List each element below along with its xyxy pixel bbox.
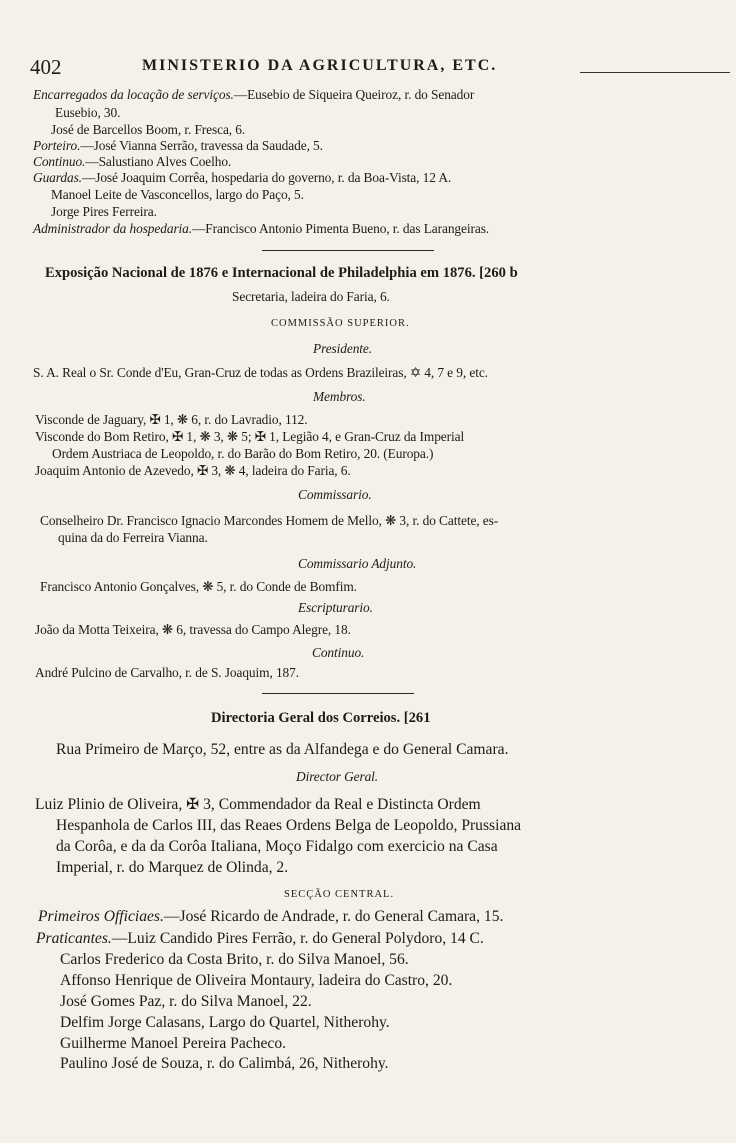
section-title: Directoria Geral dos Correios. [261 bbox=[211, 710, 431, 726]
subsection-heading: SECÇÃO CENTRAL. bbox=[284, 889, 395, 900]
entry-label: Primeiros Officiaes. bbox=[38, 908, 164, 925]
entry-label: Porteiro. bbox=[33, 138, 81, 153]
entry-label: Guardas. bbox=[33, 170, 82, 185]
role-label: Director Geral. bbox=[296, 769, 379, 784]
section-divider bbox=[262, 693, 414, 694]
entry-line: Ordem Austriaca de Leopoldo, r. do Barão do Bom Retiro, 20. (Europa.) bbox=[52, 446, 434, 461]
page-number: 402 bbox=[30, 55, 62, 79]
role-label: Presidente. bbox=[313, 341, 373, 356]
running-title: MINISTERIO DA AGRICULTURA, ETC. bbox=[142, 57, 498, 74]
role-label: Commissario Adjunto. bbox=[298, 556, 417, 571]
entry-line: Paulino José de Souza, r. do Calimbá, 26, Nitherohy. bbox=[60, 1055, 389, 1072]
entry-line: S. A. Real o Sr. Conde d'Eu, Gran-Cruz de todas as Ordens Brazileiras, ✡ 4, 7 e 9, etc. bbox=[33, 365, 488, 380]
entry-line bbox=[38, 908, 503, 926]
entry-line: João da Motta Teixeira, ❋ 6, travessa do Campo Alegre, 18. bbox=[35, 622, 351, 637]
entry-text: Eusebio, 30. bbox=[55, 105, 121, 120]
entry-line: Delfim Jorge Calasans, Largo do Quartel, Nitherohy. bbox=[60, 1014, 390, 1031]
entry-label: Encarregados da locação de serviços. bbox=[33, 87, 234, 102]
entry-line bbox=[33, 87, 474, 103]
entry-label: Continuo. bbox=[33, 154, 86, 169]
entry-line: Joaquim Antonio de Azevedo, ✠ 3, ❋ 4, ladeira do Faria, 6. bbox=[35, 463, 351, 478]
role-label: Escripturario. bbox=[298, 600, 373, 615]
entry-line: André Pulcino de Carvalho, r. de S. Joaquim, 187. bbox=[35, 665, 299, 680]
section-divider bbox=[262, 250, 434, 251]
entry-line: Hespanhola de Carlos III, das Reaes Ordens Belga de Leopoldo, Prussiana bbox=[56, 817, 522, 834]
entry-line: da Corôa, e da da Corôa Italiana, Moço Fidalgo com exercicio na Casa bbox=[56, 838, 498, 855]
entry-line: Imperial, r. do Marquez de Olinda, 2. bbox=[56, 859, 289, 876]
entry-line bbox=[36, 930, 484, 948]
entry-text: —Salustiano Alves Coelho. bbox=[85, 154, 232, 169]
section-title: Exposição Nacional de 1876 e Internacional de Philadelphia em 1876. [260 b bbox=[45, 265, 518, 281]
section-address: Secretaria, ladeira do Faria, 6. bbox=[232, 289, 390, 304]
entry-line: José Gomes Paz, r. do Silva Manoel, 22. bbox=[60, 993, 312, 1010]
entry-line bbox=[33, 221, 489, 237]
subsection-heading: COMMISSÃO SUPERIOR. bbox=[271, 318, 410, 329]
entry-line bbox=[51, 204, 157, 220]
entry-line: Conselheiro Dr. Francisco Ignacio Marcondes Homem de Mello, ❋ 3, r. do Cattete, es- bbox=[40, 513, 499, 528]
entry-text: —José Ricardo de Andrade, r. do General Camara, 15. bbox=[163, 908, 504, 925]
entry-line bbox=[33, 170, 451, 186]
entry-line: Francisco Antonio Gonçalves, ❋ 5, r. do Conde de Bomfim. bbox=[40, 579, 357, 594]
role-label: Commissario. bbox=[298, 487, 372, 502]
role-label: Membros. bbox=[313, 389, 366, 404]
entry-text: —Francisco Antonio Pimenta Bueno, r. das Larangeiras. bbox=[192, 221, 490, 236]
entry-line bbox=[55, 105, 120, 121]
entry-label: Praticantes. bbox=[36, 930, 112, 947]
entry-text: —José Joaquim Corrêa, hospedaria do governo, r. da Boa-Vista, 12 A. bbox=[81, 170, 452, 185]
entry-text: José de Barcellos Boom, r. Fresca, 6. bbox=[51, 122, 246, 137]
entry-line: Visconde de Jaguary, ✠ 1, ❋ 6, r. do Lavradio, 112. bbox=[35, 412, 308, 427]
entry-line: Carlos Frederico da Costa Brito, r. do Silva Manoel, 56. bbox=[60, 951, 409, 968]
entry-text: Manoel Leite de Vasconcellos, largo do Paço, 5. bbox=[51, 187, 304, 202]
entry-line bbox=[33, 138, 323, 154]
entry-line: Luiz Plinio de Oliveira, ✠ 3, Commendador da Real e Distincta Ordem bbox=[35, 796, 481, 813]
entry-line: Guilherme Manoel Pereira Pacheco. bbox=[60, 1035, 287, 1052]
entry-text: —Eusebio de Siqueira Queiroz, r. do Senador bbox=[233, 87, 475, 102]
entry-line: Affonso Henrique de Oliveira Montaury, ladeira do Castro, 20. bbox=[60, 972, 453, 989]
entry-line bbox=[51, 122, 245, 138]
section-address: Rua Primeiro de Março, 52, entre as da Alfandega e do General Camara. bbox=[56, 741, 509, 758]
entry-text: —Luiz Candido Pires Ferrão, r. do General Polydoro, 14 C. bbox=[111, 930, 484, 947]
entry-text: Jorge Pires Ferreira. bbox=[51, 204, 157, 219]
entry-line bbox=[51, 187, 304, 203]
entry-line: Visconde do Bom Retiro, ✠ 1, ❋ 3, ❋ 5; ✠ 1, Legião 4, e Gran-Cruz da Imperial bbox=[35, 429, 465, 444]
role-label: Continuo. bbox=[312, 645, 365, 660]
header-rule bbox=[580, 72, 730, 73]
entry-label: Administrador da hospedaria. bbox=[33, 221, 193, 236]
entry-text: —José Vianna Serrão, travessa da Saudade, 5. bbox=[80, 138, 323, 153]
entry-line bbox=[33, 154, 231, 170]
entry-line: quina da do Ferreira Vianna. bbox=[58, 530, 208, 545]
